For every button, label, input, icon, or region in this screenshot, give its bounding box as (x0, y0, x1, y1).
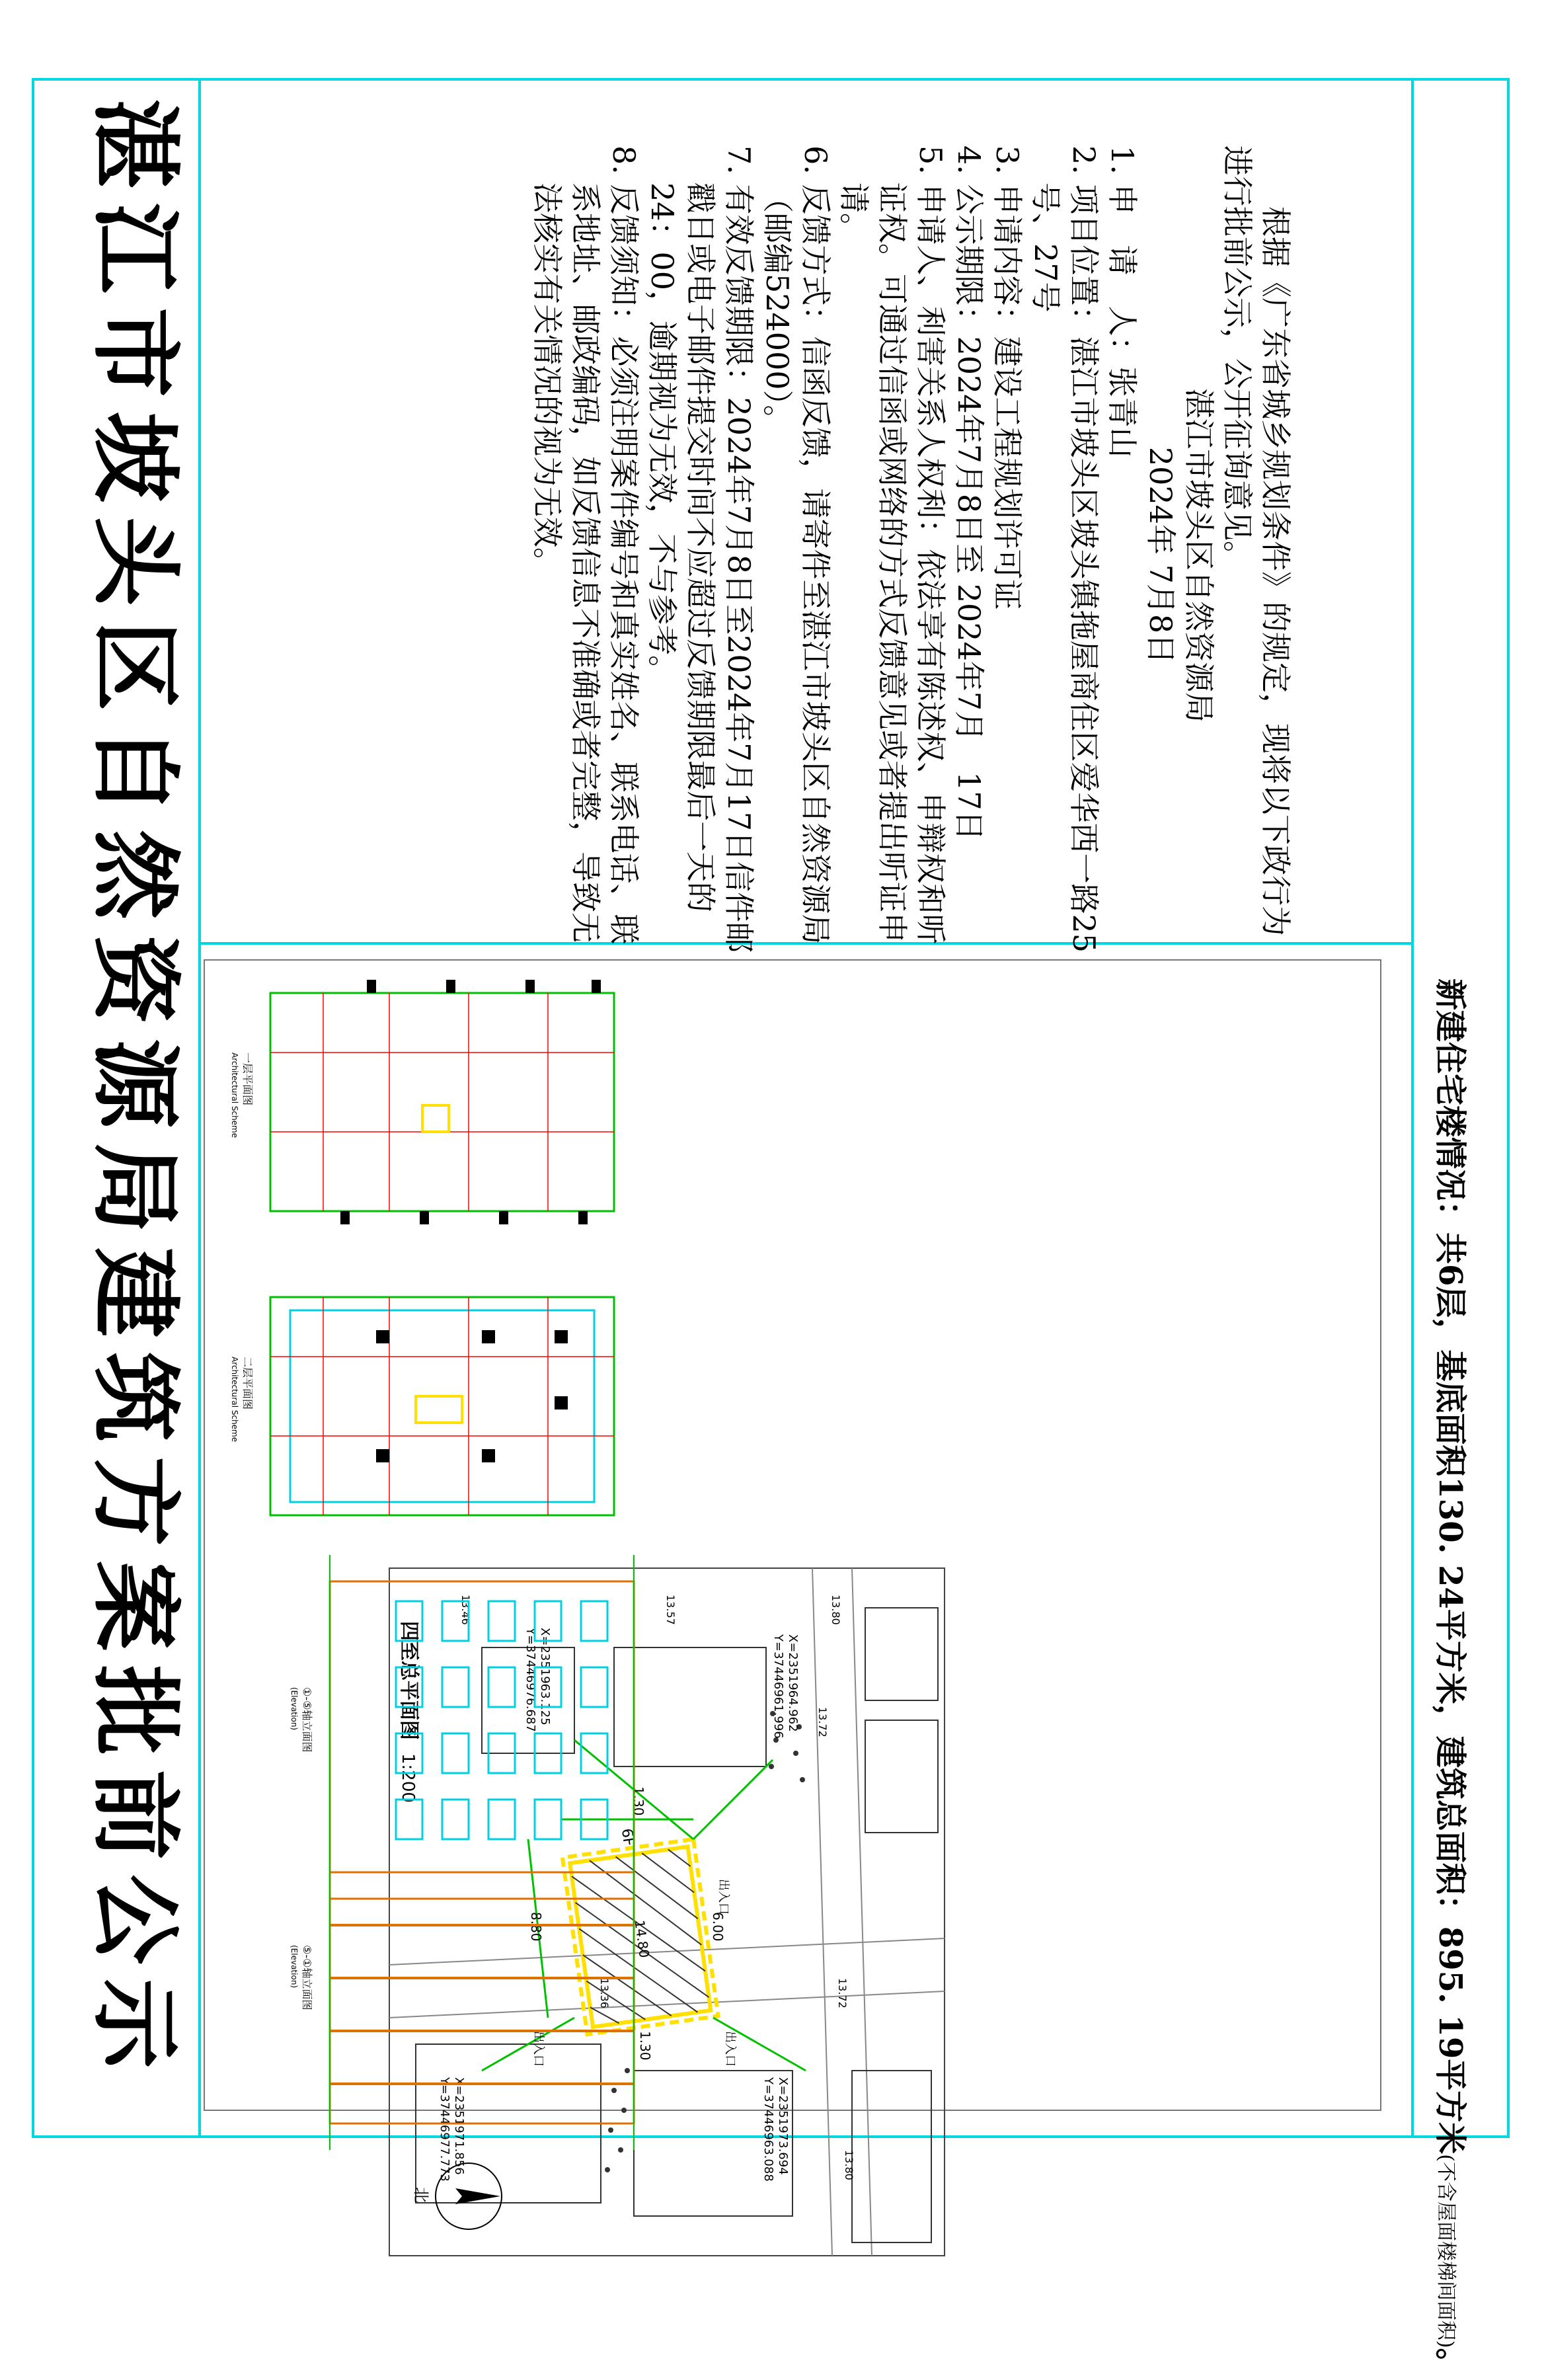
dim-label: 6.00 (710, 1912, 726, 1942)
neighbor-building (852, 2071, 931, 2242)
coord-y: Y=37446961.996 (771, 1634, 785, 1739)
item-location: 2. 项目位置：湛江市坡头区坡头镇拖屋商住区爱华西一路25号、27号 (1028, 145, 1102, 953)
site-plan-label: 四至总平面图 (397, 1621, 420, 1740)
dim-label: 1.30 (631, 1786, 646, 1816)
item-feedback-method: 6. 反馈方式：信函反馈，请寄件至湛江市坡头区自然资源局（邮编524000）。 (759, 145, 833, 945)
entrance-label: 出入口 (716, 1879, 730, 1915)
agency-name: 湛江市坡头区自然资源局 (1181, 388, 1217, 723)
drawing-border (204, 960, 1381, 2110)
subject-lot (560, 1819, 718, 2034)
coord-x: X=2351963.125 (538, 1628, 552, 1726)
dim-label: 1.30 (637, 2031, 653, 2061)
building-summary-text: 新建住宅楼情况：共6层，基底面积130. 24平方米，建筑总面积：895. 19平方米 (1432, 978, 1469, 2155)
intro-paragraph: 根据《广东省城乡规划条件》的规定，现将以下政行为进行批前公示，公开征询意见。 (1219, 145, 1294, 936)
drawing-subtitle: (Elevation) (290, 1945, 299, 1989)
building-summary-end: 。 (1432, 2348, 1469, 2380)
item-rights: 5. 申请人、利害关系人权利：依法享有陈述权、申辩权和听证权。可通过信函或网络的方式反馈意见或者提出听证申请。 (836, 145, 948, 945)
road-edge (389, 1991, 945, 2018)
drawing-panel (204, 947, 1407, 2203)
entrance-label: 出入口 (531, 2031, 545, 2067)
drawing-name: 二层平面图 (241, 1357, 254, 1410)
elevation-mark: 13.72 (816, 1707, 829, 1737)
neighbor-building (614, 1647, 766, 1766)
entrance-label: 出入口 (723, 2031, 737, 2067)
floor-plan-2 (230, 1297, 614, 1515)
coord-x: X=2351973.694 (776, 2077, 790, 2175)
item-period: 4. 公示期限：2024年7月8日至 2024年7月 17日 (951, 145, 987, 841)
coord-y: Y=37446963.088 (761, 2077, 775, 2182)
dim-label: 8.80 (528, 1912, 544, 1942)
elevation-mark: 13.72 (836, 1978, 849, 2008)
road-edge (389, 1938, 945, 1965)
page-title: 湛江市坡头区自然资源局建筑方案批前公示 (82, 99, 188, 2083)
site-plan-scale: 1:200 (398, 1753, 418, 1803)
caption-divider (1411, 78, 1414, 2138)
drawing-row (230, 980, 634, 2150)
drawing-subtitle: Architectural Scheme (230, 1052, 239, 1138)
elevation-mark: 13.80 (843, 2150, 855, 2180)
drawing-name: 一层平面图 (241, 1052, 254, 1106)
building-summary (1427, 978, 1473, 2380)
elevation-mark: 13.80 (830, 1595, 842, 1625)
drawing-name: ①-⑤轴立面图 (301, 1687, 313, 1753)
item-feedback-notice: 8. 反馈须知：必须注明案件编号和真实姓名、联系电话、联系地址、邮政编码，如反馈信息不准确或者完整，导致无法核实有关情况的视为无效。 (529, 145, 642, 945)
drawing-name: ⑤-①轴立面图 (301, 1945, 313, 2010)
notice-text (251, 145, 1295, 965)
drawing-subtitle: (Elevation) (290, 1687, 299, 1731)
floor-plan-1 (230, 980, 614, 1224)
item-feedback-deadline: 7. 有效反馈期限：2024年7月8日至2024年7月17日信件邮戳日或电子邮件提交时间不应超过反馈期限最后一天的24：00，逾期视为无效，不与参考。 (644, 145, 757, 953)
notice-date: 2024年 7月8日 (1143, 446, 1179, 664)
neighbor-building (865, 1720, 938, 1833)
coord-y: Y=37446977.773 (438, 2077, 451, 2182)
item-content: 3. 申请内容：建设工程规划许可证 (989, 145, 1025, 610)
coord-x: X=2351964.962 (786, 1634, 800, 1732)
neighbor-building (865, 1608, 938, 1700)
north-label: 北 (412, 2187, 430, 2203)
road-edge (812, 1568, 832, 2256)
floor-count-label: 6F (617, 1827, 637, 1848)
drawing-subtitle: Architectural Scheme (230, 1357, 239, 1443)
coord-y: Y=37446976.687 (523, 1628, 537, 1732)
building-summary-note: (不含屋面楼梯间面积) (1434, 2154, 1457, 2348)
title-divider (198, 78, 201, 2138)
item-applicant: 1. 申 请 人：张青山 (1104, 145, 1140, 458)
elevation-mark: 13.57 (664, 1595, 677, 1625)
elevation-mark: 13.46 (459, 1595, 472, 1625)
elevation-mark: 13.36 (598, 1978, 611, 2008)
site-plan (389, 1568, 945, 2256)
dim-label: 14.80 (631, 1919, 653, 1959)
coord-x: X=2351971.856 (452, 2077, 466, 2175)
